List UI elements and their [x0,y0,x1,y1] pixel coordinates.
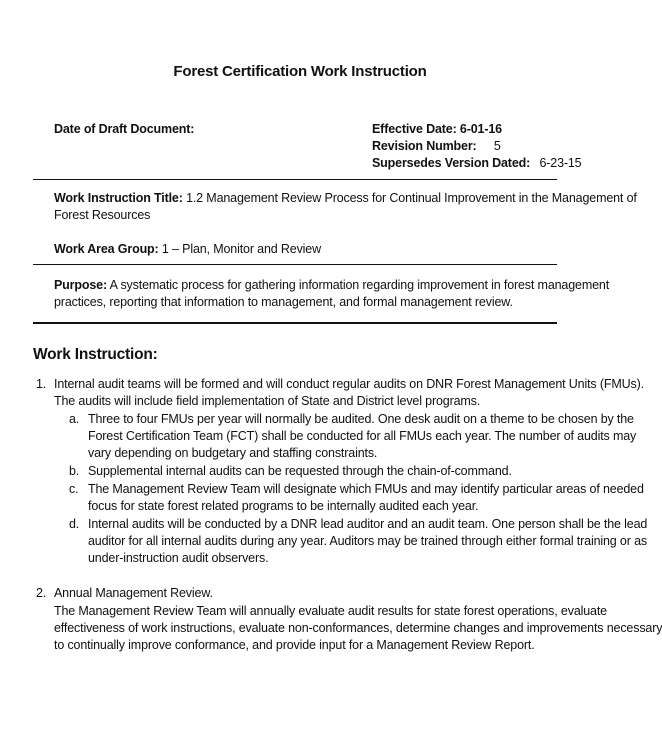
wi-title-label: Work Instruction Title: [54,191,183,205]
purpose-label: Purpose: [54,278,107,292]
work-area-label: Work Area Group: [54,242,159,256]
item1b-line1: Supplemental internal audits can be requested through the chain-of-command. [88,464,512,478]
item1a-line2: Forest Certification Team (FCT) shall be conducted for all FMUs each year. The number of audits may [88,429,637,443]
item1d-letter: d. [69,517,80,531]
section-divider [33,322,557,324]
item2-number: 2. [36,586,47,600]
item2-line1: Annual Management Review. [54,586,213,600]
document-title: Forest Certification Work Instruction [173,63,427,80]
item1d-line3: under-instruction audit observers. [88,551,269,565]
supersedes-label: Supersedes Version Dated: [372,156,531,170]
item1b-letter: b. [69,464,80,478]
effective-date-value: 6-01-16 [459,122,502,136]
effective-date-label: Effective Date: [372,122,457,136]
revision-number-label: Revision Number: [372,139,477,153]
supersedes-value: 6-23-15 [539,156,582,170]
work-area-value: 1 – Plan, Monitor and Review [161,242,321,256]
item2-line3: effectiveness of work instructions, evaluate non-conformances, determine changes and improvements necessary [54,621,662,635]
date-of-draft-label: Date of Draft Document: [54,122,195,136]
item1a-line1: Three to four FMUs per year will normally be audited. One desk audit on a theme to be chosen by the [88,412,634,426]
item1c-line1: The Management Review Team will designate which FMUs and may identify particular areas of needed [88,482,644,496]
purpose [54,276,609,294]
purpose-divider [33,264,557,265]
work-instruction-title [54,189,637,207]
item1c-letter: c. [69,482,79,496]
item1c-line2: focus for state forest related programs to be internally audited each year. [88,499,479,513]
purpose-line1: A systematic process for gathering information regarding improvement in forest management [109,278,610,292]
item1a-letter: a. [69,412,80,426]
item1-line1: Internal audit teams will be formed and will conduct regular audits on DNR Forest Management Units (FMUs). [54,377,644,391]
item1-line2: The audits will include field implementation of State and District level programs. [54,394,481,408]
item1d-line1: Internal audits will be conducted by a DNR lead auditor and an audit team. One person shall be the lead [88,517,648,531]
item1d-line2: auditor for all internal audits during any year. Auditors may be trained through either formal training or as [88,534,647,548]
header-divider [33,179,557,180]
item1a-line3: vary depending on budgetary and staffing constraints. [88,446,378,460]
item2-line4: to continually improve conformance, and provide input for a Management Review Report. [54,638,535,652]
wi-title-line2: Forest Resources [54,208,151,222]
item2-line2: The Management Review Team will annually evaluate audit results for state forest operations, evaluate [54,604,607,618]
revision-number-value: 5 [493,139,501,153]
revision-number [372,137,501,155]
item1-number: 1. [36,377,47,391]
purpose-line2: practices, reporting that information to management, and formal management review. [54,295,513,309]
wi-title-line1: 1.2 Management Review Process for Continual Improvement in the Management of [186,191,637,205]
section-heading: Work Instruction: [33,346,158,363]
supersedes-version [372,154,582,172]
effective-date [372,120,502,138]
work-area-group [54,240,321,258]
